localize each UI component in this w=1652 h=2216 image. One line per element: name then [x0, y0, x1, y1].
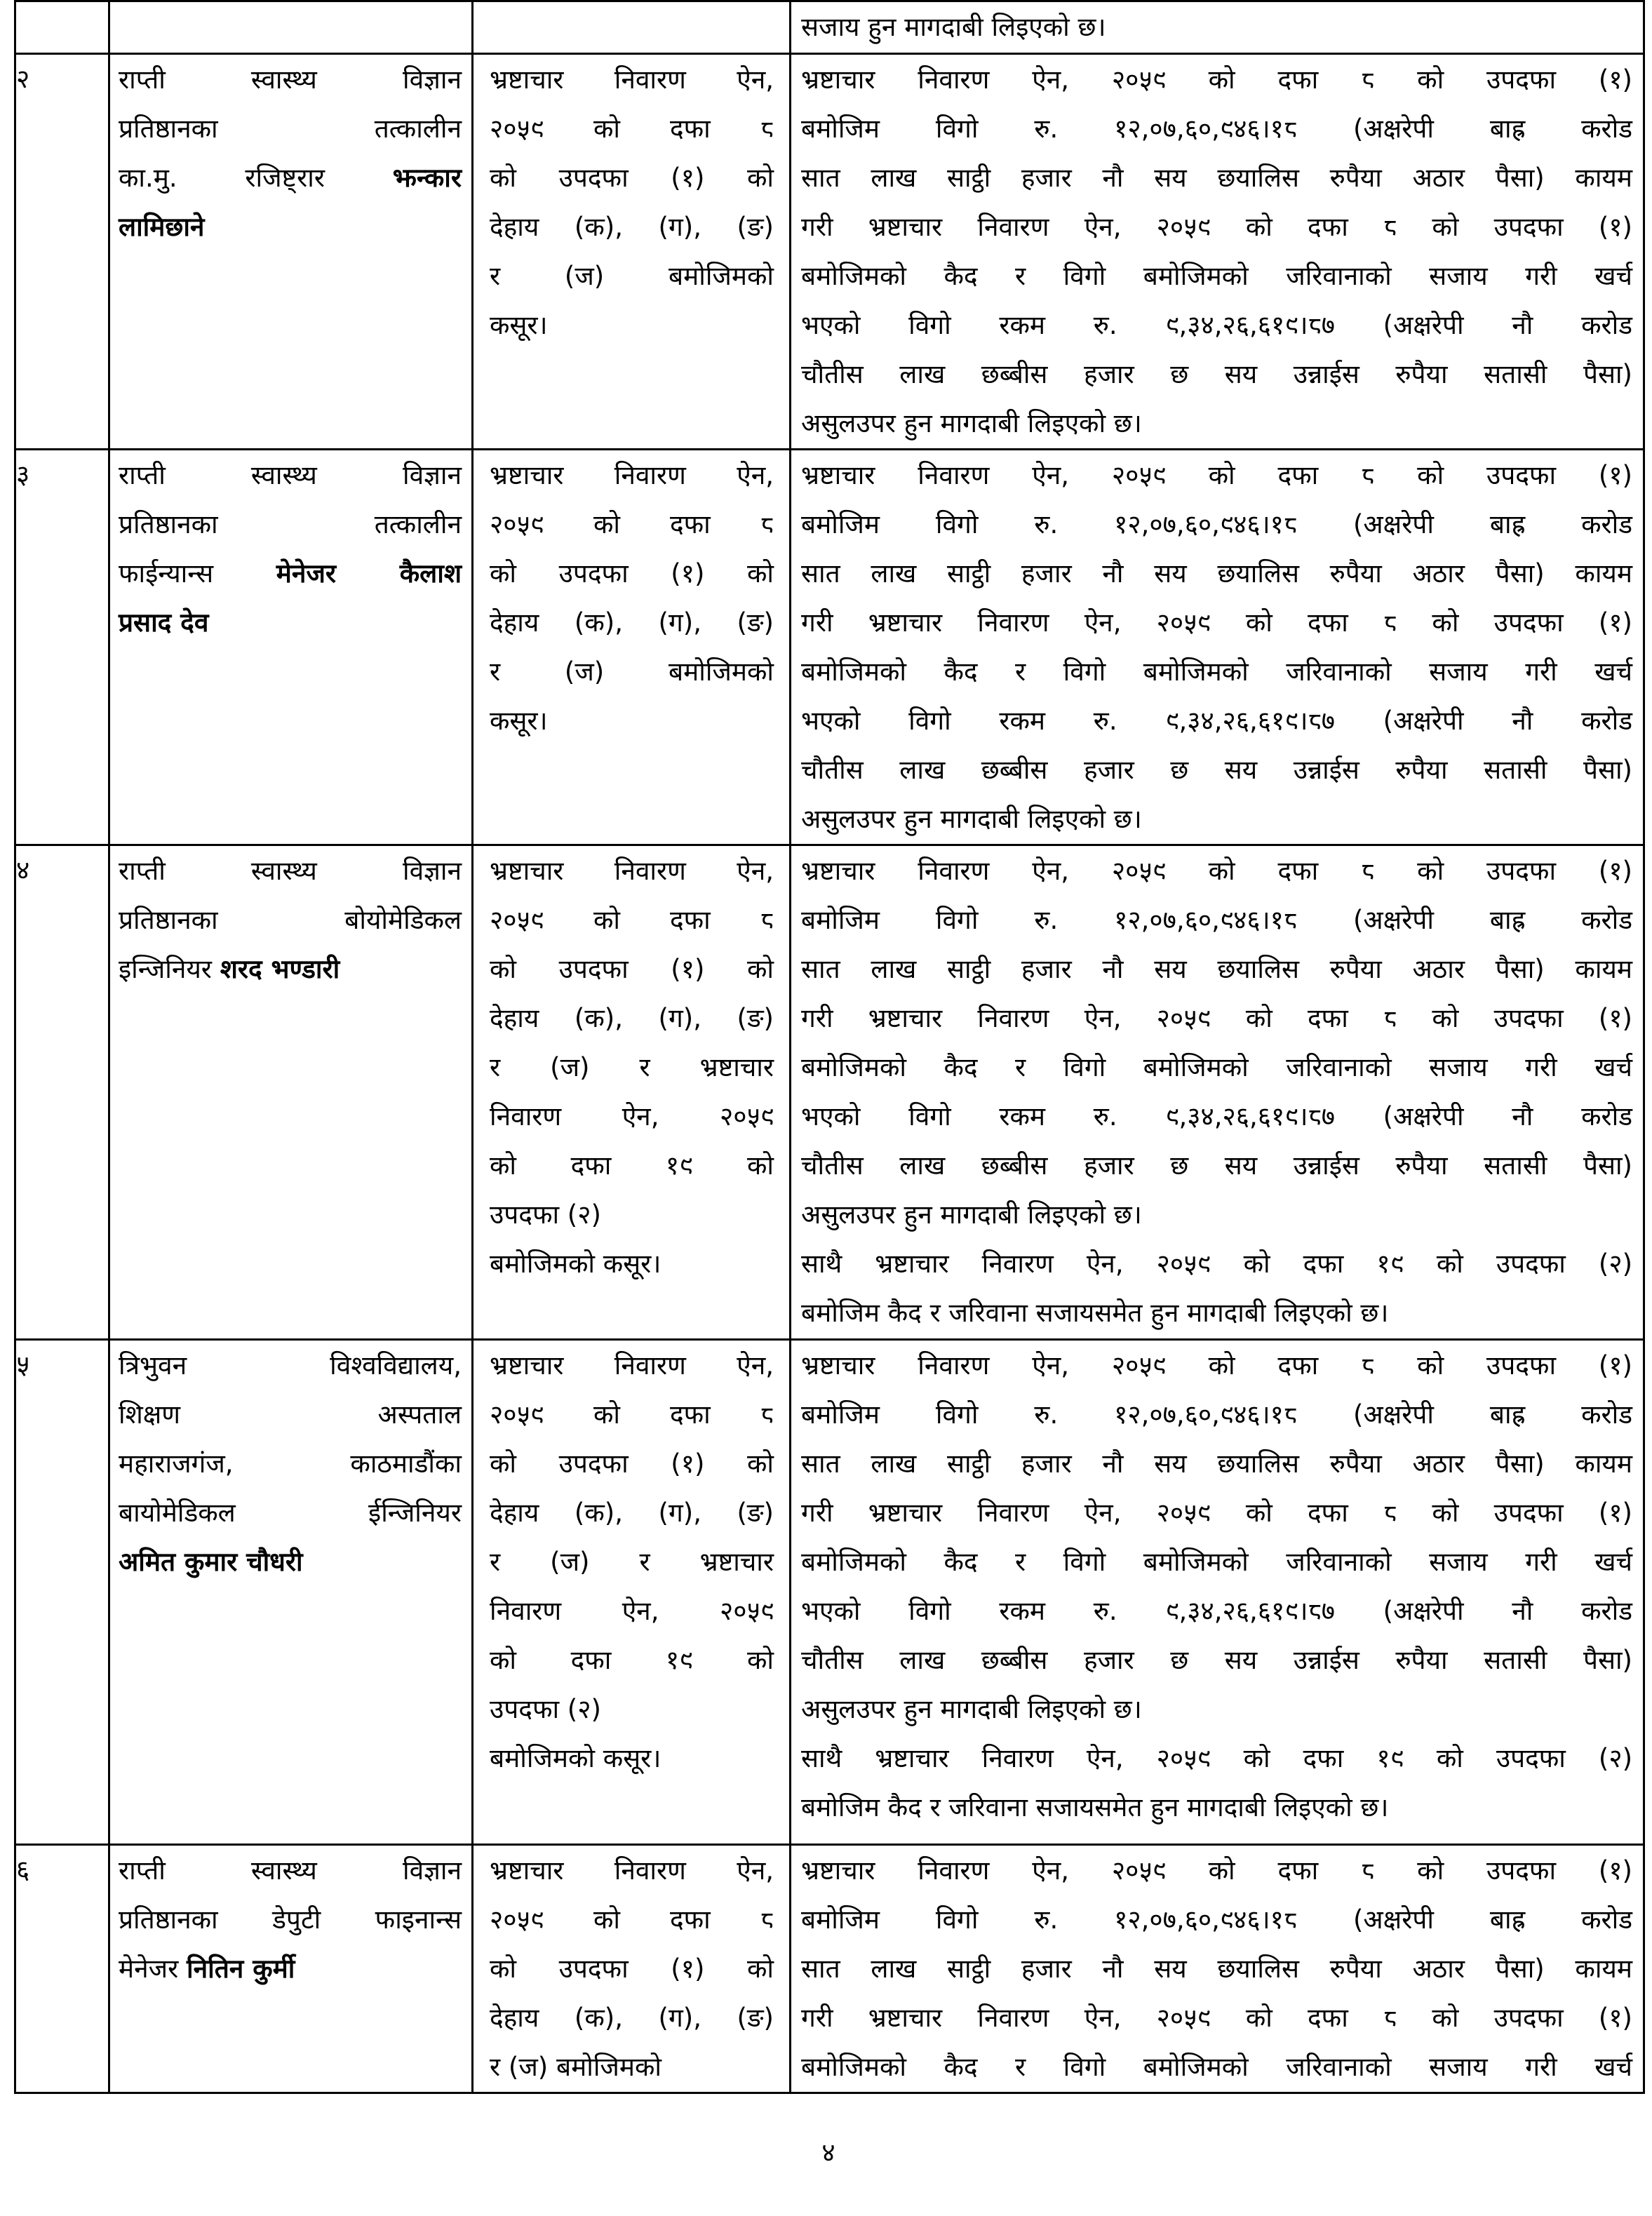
text-line: [490, 252, 774, 301]
text-line: [490, 1390, 774, 1439]
text-segment: सात लाख साट्ठी हजार नौ सय छयालिस रुपैया अठार पैसा) कायम: [801, 1449, 1632, 1479]
text-line: [490, 500, 774, 549]
charge-cell: [473, 54, 791, 450]
text-line: [801, 847, 1632, 896]
claim-text: [791, 846, 1643, 1338]
text-line: [801, 1092, 1632, 1141]
text-segment: बमोजिम विगो रु. १२,०७,६०,९४६।१८ (अक्षरेपी बाह्र करोड: [801, 114, 1632, 144]
claim-text: [791, 450, 1643, 844]
text-line: [801, 598, 1632, 647]
text-line: [801, 549, 1632, 598]
text-segment: बमोजिम विगो रु. १२,०७,६०,९४६।१८ (अक्षरेपी बाह्र करोड: [801, 509, 1632, 539]
text-segment: बमोजिमको कैद र विगो बमोजिमको जरिवानाको सजाय गरी खर्च: [801, 657, 1632, 687]
accused-name: मेनेजर कैलाश: [276, 558, 462, 589]
text-line: [801, 1734, 1632, 1783]
accused-name: झन्कार: [392, 163, 462, 193]
text-segment: राप्ती स्वास्थ्य विज्ञान: [119, 1855, 462, 1886]
text-line: [119, 500, 462, 549]
text-segment: भ्रष्टाचार निवारण ऐन, २०५९ को दफा ८ को उपदफा (१): [801, 460, 1632, 490]
text-line: [801, 1636, 1632, 1685]
text-segment: २०५९ को दफा ८: [490, 509, 774, 539]
text-line: [801, 1289, 1632, 1338]
text-segment: सात लाख साट्ठी हजार नौ सय छयालिस रुपैया अठार पैसा) कायम: [801, 1954, 1632, 1984]
charge-cell: [473, 1340, 791, 1845]
text-line: [490, 598, 774, 647]
claim-cell: [791, 1340, 1644, 1845]
charge-cell: [473, 1, 791, 54]
text-segment: को उपदफा (१) को: [490, 163, 774, 193]
text-line: [490, 1945, 774, 1994]
text-segment: उपदफा (२): [490, 1200, 601, 1230]
text-line: [801, 399, 1632, 448]
charge-cell: [473, 845, 791, 1340]
accused-text: [110, 450, 471, 647]
text-segment: महाराजगंज, काठमाडौंका: [119, 1449, 462, 1479]
text-segment: साथै भ्रष्टाचार निवारण ऐन, २०५९ को दफा १९ को उपदफा (२): [801, 1743, 1632, 1773]
accused-cell: [109, 1, 473, 54]
text-line: [119, 1439, 462, 1489]
text-line: [801, 3, 1632, 52]
text-line: [119, 549, 462, 598]
text-line: [801, 647, 1632, 697]
text-segment: को उपदफा (१) को: [490, 1954, 774, 1984]
text-segment: बमोजिमको कैद र विगो बमोजिमको जरिवानाको सजाय गरी खर्च: [801, 261, 1632, 291]
text-line: [801, 105, 1632, 154]
text-segment: बमोजिमको कैद र विगो बमोजिमको जरिवानाको सजाय गरी खर्च: [801, 1052, 1632, 1082]
text-segment: कसूर।: [490, 310, 548, 340]
claim-cell: [791, 1845, 1644, 2093]
text-segment: चौतीस लाख छब्बीस हजार छ सय उन्नाईस रुपैया सतासी पैसा): [801, 755, 1632, 785]
text-line: [119, 1390, 462, 1439]
text-segment: देहाय (क), (ग), (ङ): [490, 1003, 774, 1033]
text-segment: राप्ती स्वास्थ्य विज्ञान: [119, 460, 462, 490]
text-segment: सात लाख साट्ठी हजार नौ सय छयालिस रुपैया अठार पैसा) कायम: [801, 954, 1632, 984]
text-line: [490, 847, 774, 896]
text-line: [119, 1538, 462, 1587]
text-line: [490, 1538, 774, 1587]
text-line: [119, 1489, 462, 1538]
text-line: [801, 1587, 1632, 1636]
text-line: [490, 301, 774, 350]
text-line: [490, 1685, 774, 1734]
text-line: [490, 1734, 774, 1783]
text-segment: भ्रष्टाचार निवारण ऐन,: [490, 460, 774, 490]
claim-cell: [791, 845, 1644, 1340]
text-segment: २०५९ को दफा ८: [490, 1399, 774, 1430]
text-segment: को दफा १९ को: [490, 1150, 774, 1181]
text-segment: निवारण ऐन, २०५९: [490, 1101, 774, 1131]
text-line: [119, 1895, 462, 1945]
text-line: [490, 1587, 774, 1636]
claim-text: [791, 1846, 1643, 2092]
text-segment: २०५९ को दफा ८: [490, 1905, 774, 1935]
text-line: [801, 1994, 1632, 2043]
text-segment: भ्रष्टाचार निवारण ऐन, २०५९ को दफा ८ को उपदफा (१): [801, 1855, 1632, 1886]
accused-text: [110, 55, 471, 252]
text-line: [490, 1240, 774, 1289]
accused-cell: [109, 54, 473, 450]
text-line: [801, 301, 1632, 350]
text-line: [490, 154, 774, 203]
text-segment: बमोजिम विगो रु. १२,०७,६०,९४६।१८ (अक्षरेपी बाह्र करोड: [801, 905, 1632, 935]
text-segment: साथै भ्रष्टाचार निवारण ऐन, २०५९ को दफा १९ को उपदफा (२): [801, 1249, 1632, 1279]
text-line: [490, 1489, 774, 1538]
text-line: [490, 1846, 774, 1895]
text-segment: २०५९ को दफा ८: [490, 114, 774, 144]
text-segment: देहाय (क), (ग), (ङ): [490, 607, 774, 638]
text-segment: भएको विगो रकम रु. ९,३४,२६,६१९।८७ (अक्षरेपी नौ करोड: [801, 1596, 1632, 1626]
table-row: [15, 1340, 1644, 1845]
text-segment: गरी भ्रष्टाचार निवारण ऐन, २०५९ को दफा ८ को उपदफा (१): [801, 607, 1632, 638]
text-segment: देहाय (क), (ग), (ङ): [490, 1498, 774, 1528]
text-segment: उपदफा (२): [490, 1694, 601, 1724]
text-segment: असुलउपर हुन मागदाबी लिइएको छ।: [801, 804, 1142, 834]
text-line: [490, 994, 774, 1043]
text-line: [119, 105, 462, 154]
text-line: [490, 1341, 774, 1390]
text-line: [801, 1945, 1632, 1994]
claim-cell: [791, 450, 1644, 845]
claim-cell: [791, 54, 1644, 450]
text-segment: को उपदफा (१) को: [490, 954, 774, 984]
text-segment: बमोजिमको कसूर।: [490, 1249, 662, 1279]
text-line: [801, 795, 1632, 844]
text-segment: बमोजिम कैद र जरिवाना सजायसमेत हुन मागदाबी लिइएको छ।: [801, 1792, 1389, 1822]
text-segment: बमोजिम विगो रु. १२,०७,६०,९४६।१८ (अक्षरेपी बाह्र करोड: [801, 1399, 1632, 1430]
text-line: [119, 598, 462, 647]
text-segment: प्रतिष्ठानका डेपुटी फाइनान्स: [119, 1905, 462, 1935]
text-segment: शिक्षण अस्पताल: [119, 1399, 462, 1430]
text-line: [801, 1190, 1632, 1240]
accused-text: [110, 1341, 471, 1587]
text-line: [801, 1538, 1632, 1587]
text-line: [119, 896, 462, 945]
text-segment: देहाय (क), (ग), (ङ): [490, 212, 774, 242]
text-line: [490, 549, 774, 598]
accused-text: [110, 1846, 471, 1994]
text-segment: भएको विगो रकम रु. ९,३४,२६,६१९।८७ (अक्षरेपी नौ करोड: [801, 310, 1632, 340]
text-segment: भ्रष्टाचार निवारण ऐन,: [490, 856, 774, 886]
text-line: [801, 1489, 1632, 1538]
text-segment: गरी भ्रष्टाचार निवारण ऐन, २०५९ को दफा ८ को उपदफा (१): [801, 1003, 1632, 1033]
text-line: [490, 55, 774, 105]
accused-cell: [109, 450, 473, 845]
claim-cell: [791, 1, 1644, 54]
text-line: [801, 1341, 1632, 1390]
text-line: [801, 994, 1632, 1043]
text-line: [801, 1783, 1632, 1832]
serial-number-cell: ६: [15, 1845, 109, 2093]
text-line: [801, 1685, 1632, 1734]
text-line: [801, 500, 1632, 549]
accused-text: [110, 846, 471, 994]
text-segment: र (ज) र भ्रष्टाचार: [490, 1547, 774, 1577]
text-line: [490, 2043, 774, 2092]
text-line: [119, 451, 462, 500]
text-segment: सात लाख साट्ठी हजार नौ सय छयालिस रुपैया अठार पैसा) कायम: [801, 163, 1632, 193]
text-segment: बायोमेडिकल ईन्जिनियर: [119, 1498, 462, 1528]
text-line: [490, 697, 774, 746]
text-line: [801, 1240, 1632, 1289]
text-line: [119, 154, 462, 203]
text-segment: भ्रष्टाचार निवारण ऐन,: [490, 1855, 774, 1886]
text-segment: मेनेजर: [119, 1954, 187, 1984]
table-row: [15, 845, 1644, 1340]
serial-number-cell: ३: [15, 450, 109, 845]
text-line: [801, 1895, 1632, 1945]
text-segment: देहाय (क), (ग), (ङ): [490, 2003, 774, 2033]
text-line: [490, 1994, 774, 2043]
accused-text: [110, 2, 471, 3]
text-line: [490, 1043, 774, 1092]
text-line: [119, 847, 462, 896]
text-line: [119, 55, 462, 105]
text-segment: प्रतिष्ठानका तत्कालीन: [119, 509, 462, 539]
accused-name: अमित कुमार चौधरी: [119, 1547, 303, 1577]
text-segment: राप्ती स्वास्थ्य विज्ञान: [119, 65, 462, 95]
text-line: [490, 105, 774, 154]
serial-number-cell: ४: [15, 845, 109, 1340]
text-line: [490, 1141, 774, 1190]
text-line: [801, 1390, 1632, 1439]
text-segment: इन्जिनियर: [119, 954, 220, 984]
charge-cell: [473, 1845, 791, 2093]
charge-text: [474, 2, 789, 3]
text-segment: असुलउपर हुन मागदाबी लिइएको छ।: [801, 1694, 1142, 1724]
charge-text: [474, 1846, 789, 2092]
text-segment: भ्रष्टाचार निवारण ऐन, २०५९ को दफा ८ को उपदफा (१): [801, 65, 1632, 95]
table-row: [15, 1845, 1644, 2093]
text-line: [490, 896, 774, 945]
text-segment: प्रतिष्ठानका तत्कालीन: [119, 114, 462, 144]
table-row: [15, 1, 1644, 54]
text-line: [801, 746, 1632, 795]
text-line: [119, 1341, 462, 1390]
text-line: [801, 1846, 1632, 1895]
claim-text: [791, 55, 1643, 448]
text-line: [490, 451, 774, 500]
text-segment: चौतीस लाख छब्बीस हजार छ सय उन्नाईस रुपैया सतासी पैसा): [801, 359, 1632, 389]
text-line: [490, 1895, 774, 1945]
text-line: [801, 1141, 1632, 1190]
text-segment: बमोजिमको कैद र विगो बमोजिमको जरिवानाको सजाय गरी खर्च: [801, 1547, 1632, 1577]
text-segment: भ्रष्टाचार निवारण ऐन, २०५९ को दफा ८ को उपदफा (१): [801, 1350, 1632, 1381]
text-segment: गरी भ्रष्टाचार निवारण ऐन, २०५९ को दफा ८ को उपदफा (१): [801, 1498, 1632, 1528]
text-segment: को उपदफा (१) को: [490, 1449, 774, 1479]
text-segment: सात लाख साट्ठी हजार नौ सय छयालिस रुपैया अठार पैसा) कायम: [801, 558, 1632, 589]
text-segment: असुलउपर हुन मागदाबी लिइएको छ।: [801, 408, 1142, 438]
text-segment: बमोजिमको कैद र विगो बमोजिमको जरिवानाको सजाय गरी खर्च: [801, 2052, 1632, 2082]
text-segment: को दफा १९ को: [490, 1645, 774, 1675]
text-segment: गरी भ्रष्टाचार निवारण ऐन, २०५९ को दफा ८ को उपदफा (१): [801, 2003, 1632, 2033]
serial-number-cell: २: [15, 54, 109, 450]
text-line: [801, 945, 1632, 994]
charge-cell: [473, 450, 791, 845]
accused-cell: [109, 1845, 473, 2093]
text-line: [490, 1190, 774, 1240]
claim-text: [791, 1341, 1643, 1832]
text-line: [801, 55, 1632, 105]
table-row: [15, 450, 1644, 845]
text-line: [490, 945, 774, 994]
text-segment: गरी भ्रष्टाचार निवारण ऐन, २०५९ को दफा ८ को उपदफा (१): [801, 212, 1632, 242]
text-segment: र (ज) बमोजिमको: [490, 657, 774, 687]
text-segment: बमोजिम कैद र जरिवाना सजायसमेत हुन मागदाबी लिइएको छ।: [801, 1298, 1389, 1328]
claim-text: [791, 2, 1643, 52]
text-segment: सजाय हुन मागदाबी लिइएको छ।: [801, 12, 1106, 42]
text-segment: चौतीस लाख छब्बीस हजार छ सय उन्नाईस रुपैया सतासी पैसा): [801, 1150, 1632, 1181]
text-line: [119, 1846, 462, 1895]
serial-number-cell: [15, 1, 109, 54]
text-line: [119, 1945, 462, 1994]
text-line: [119, 945, 462, 994]
text-segment: निवारण ऐन, २०५९: [490, 1596, 774, 1626]
text-line: [801, 252, 1632, 301]
accused-cell: [109, 845, 473, 1340]
page-number: ४: [821, 2137, 835, 2168]
text-segment: फाईन्यान्स: [119, 558, 276, 589]
text-segment: को उपदफा (१) को: [490, 558, 774, 589]
text-segment: भएको विगो रकम रु. ९,३४,२६,६१९।८७ (अक्षरेपी नौ करोड: [801, 706, 1632, 736]
text-segment: र (ज) र भ्रष्टाचार: [490, 1052, 774, 1082]
text-segment: बमोजिमको कसूर।: [490, 1743, 662, 1773]
text-segment: भ्रष्टाचार निवारण ऐन,: [490, 1350, 774, 1381]
serial-number-cell: ५: [15, 1340, 109, 1845]
text-segment: भ्रष्टाचार निवारण ऐन, २०५९ को दफा ८ को उपदफा (१): [801, 856, 1632, 886]
text-line: [490, 203, 774, 252]
accused-name: शरद भण्डारी: [220, 954, 340, 984]
text-segment: असुलउपर हुन मागदाबी लिइएको छ।: [801, 1200, 1142, 1230]
text-segment: का.मु. रजिष्ट्रार: [119, 163, 393, 193]
text-line: [801, 203, 1632, 252]
text-line: [801, 350, 1632, 399]
text-segment: बमोजिम विगो रु. १२,०७,६०,९४६।१८ (अक्षरेपी बाह्र करोड: [801, 1905, 1632, 1935]
accused-cell: [109, 1340, 473, 1845]
text-segment: कसूर।: [490, 706, 548, 736]
text-segment: र (ज) बमोजिमको: [490, 261, 774, 291]
text-segment: चौतीस लाख छब्बीस हजार छ सय उन्नाईस रुपैया सतासी पैसा): [801, 1645, 1632, 1675]
text-line: [490, 647, 774, 697]
charge-text: [474, 846, 789, 1289]
text-line: [801, 2043, 1632, 2092]
text-line: [119, 203, 462, 252]
charge-text: [474, 450, 789, 746]
text-line: [490, 1439, 774, 1489]
text-segment: राप्ती स्वास्थ्य विज्ञान: [119, 856, 462, 886]
charge-sheet-table: [14, 0, 1645, 2094]
accused-name: लामिछाने: [119, 212, 205, 242]
text-segment: २०५९ को दफा ८: [490, 905, 774, 935]
text-line: [801, 896, 1632, 945]
text-segment: प्रतिष्ठानका बोयोमेडिकल: [119, 905, 462, 935]
table-body: [15, 1, 1644, 2093]
text-segment: त्रिभुवन विश्वविद्यालय,: [119, 1350, 462, 1381]
text-segment: र (ज) बमोजिमको: [490, 2052, 662, 2082]
charge-text: [474, 55, 789, 350]
text-line: [801, 451, 1632, 500]
text-line: [490, 1092, 774, 1141]
text-segment: भ्रष्टाचार निवारण ऐन,: [490, 65, 774, 95]
text-segment: भएको विगो रकम रु. ९,३४,२६,६१९।८७ (अक्षरेपी नौ करोड: [801, 1101, 1632, 1131]
accused-name: नितिन कुर्मी: [187, 1954, 295, 1984]
charge-text: [474, 1341, 789, 1783]
text-line: [801, 1043, 1632, 1092]
text-line: [801, 154, 1632, 203]
text-line: [801, 697, 1632, 746]
accused-name: प्रसाद देव: [119, 607, 209, 638]
text-line: [490, 1636, 774, 1685]
text-line: [801, 1439, 1632, 1489]
table-row: [15, 54, 1644, 450]
